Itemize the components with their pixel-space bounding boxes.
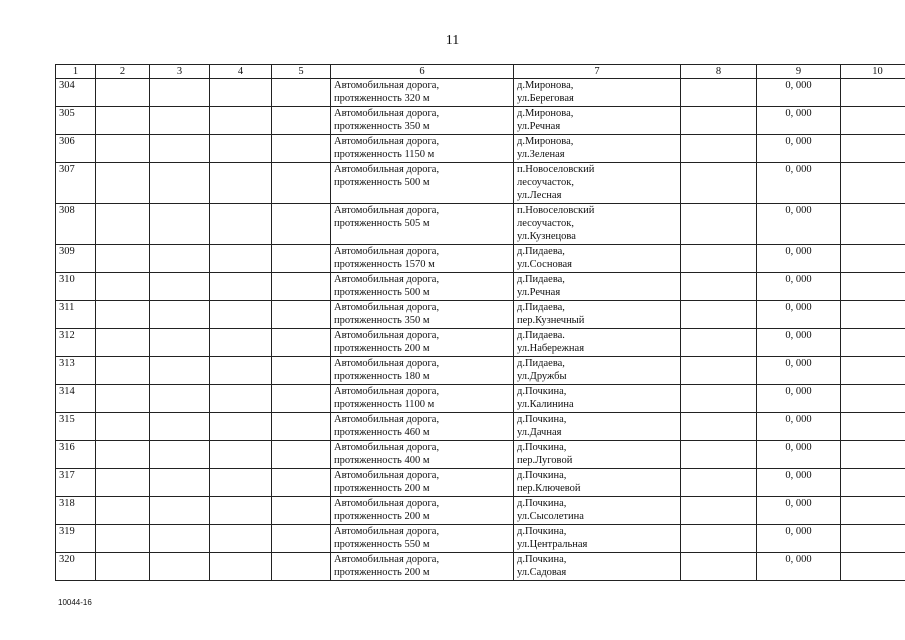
column-header: 9	[757, 65, 841, 79]
description-line: протяженность 200 м	[334, 567, 430, 578]
empty-cell	[841, 107, 905, 135]
registry-table	[55, 64, 905, 581]
road-address	[514, 273, 681, 301]
road-address	[514, 135, 681, 163]
road-description	[331, 204, 514, 245]
address-line: д.Миронова,	[517, 108, 574, 119]
road-description	[331, 413, 514, 441]
description-line: Автомобильная дорога,	[334, 386, 440, 397]
road-description	[331, 273, 514, 301]
empty-cell	[210, 79, 272, 107]
empty-cell	[210, 204, 272, 245]
description-line: протяженность 350 м	[334, 315, 430, 326]
description-line: протяженность 200 м	[334, 483, 430, 494]
address-line: ул.Речная	[517, 121, 561, 132]
address-line: д.Почкина,	[517, 498, 567, 509]
empty-cell	[150, 469, 210, 497]
empty-cell	[210, 135, 272, 163]
description-line: Автомобильная дорога,	[334, 330, 440, 341]
description-line: протяженность 350 м	[334, 121, 430, 132]
address-line: д.Пидаева,	[517, 274, 565, 285]
description-line: протяженность 320 м	[334, 93, 430, 104]
value-cell: 0, 000	[757, 163, 841, 204]
address-line: д.Пидаева,	[517, 246, 565, 257]
description-line: протяженность 400 м	[334, 455, 430, 466]
empty-cell	[150, 79, 210, 107]
address-line: д.Пидаева,	[517, 302, 565, 313]
address-line: лесоучасток,	[517, 218, 574, 229]
table-row	[56, 553, 905, 581]
value-cell: 0, 000	[757, 329, 841, 357]
address-line: ул.Дачная	[517, 427, 562, 438]
description-line: Автомобильная дорога,	[334, 246, 440, 257]
table-row	[56, 135, 905, 163]
value-cell: 0, 000	[757, 357, 841, 385]
address-line: ул.Калинина	[517, 399, 574, 410]
column-header: 3	[150, 65, 210, 79]
table-row	[56, 79, 905, 107]
road-description	[331, 329, 514, 357]
empty-cell	[272, 204, 331, 245]
row-number: 315	[56, 413, 96, 441]
empty-cell	[841, 441, 905, 469]
empty-cell	[210, 413, 272, 441]
empty-cell	[150, 163, 210, 204]
road-address	[514, 525, 681, 553]
column-header: 1	[56, 65, 96, 79]
empty-cell	[150, 357, 210, 385]
table-row	[56, 329, 905, 357]
empty-cell	[96, 357, 150, 385]
value-cell: 0, 000	[757, 413, 841, 441]
empty-cell	[96, 553, 150, 581]
road-description	[331, 357, 514, 385]
empty-cell	[96, 441, 150, 469]
road-description	[331, 441, 514, 469]
empty-cell	[96, 107, 150, 135]
empty-cell	[272, 413, 331, 441]
description-line: протяженность 180 м	[334, 371, 430, 382]
table-row	[56, 469, 905, 497]
empty-cell	[272, 107, 331, 135]
empty-cell	[150, 525, 210, 553]
empty-cell	[150, 245, 210, 273]
empty-cell	[841, 329, 905, 357]
table-row	[56, 357, 905, 385]
empty-cell	[681, 497, 757, 525]
empty-cell	[272, 135, 331, 163]
page-number: 11	[445, 33, 460, 48]
column-header: 5	[272, 65, 331, 79]
description-line: Автомобильная дорога,	[334, 526, 440, 537]
empty-cell	[150, 553, 210, 581]
table-row	[56, 245, 905, 273]
empty-cell	[681, 79, 757, 107]
empty-cell	[272, 79, 331, 107]
description-line: протяженность 200 м	[334, 511, 430, 522]
empty-cell	[272, 469, 331, 497]
column-header: 4	[210, 65, 272, 79]
row-number: 308	[56, 204, 96, 245]
empty-cell	[681, 525, 757, 553]
road-description	[331, 245, 514, 273]
row-number: 306	[56, 135, 96, 163]
empty-cell	[96, 135, 150, 163]
table-body	[56, 79, 905, 581]
road-address	[514, 385, 681, 413]
empty-cell	[210, 553, 272, 581]
empty-cell	[681, 357, 757, 385]
address-line: ул.Сосновая	[517, 259, 573, 270]
empty-cell	[681, 413, 757, 441]
description-line: Автомобильная дорога,	[334, 274, 440, 285]
header-row	[56, 65, 905, 79]
description-line: Автомобильная дорога,	[334, 554, 440, 565]
empty-cell	[272, 441, 331, 469]
address-line: д.Почкина,	[517, 442, 567, 453]
row-number: 311	[56, 301, 96, 329]
empty-cell	[96, 385, 150, 413]
empty-cell	[681, 135, 757, 163]
description-line: протяженность 1100 м	[334, 399, 435, 410]
empty-cell	[96, 413, 150, 441]
row-number: 305	[56, 107, 96, 135]
value-cell: 0, 000	[757, 525, 841, 553]
empty-cell	[96, 469, 150, 497]
description-line: Автомобильная дорога,	[334, 136, 440, 147]
empty-cell	[841, 163, 905, 204]
table-row	[56, 163, 905, 204]
empty-cell	[150, 135, 210, 163]
empty-cell	[841, 135, 905, 163]
empty-cell	[96, 204, 150, 245]
description-line: Автомобильная дорога,	[334, 470, 440, 481]
column-header: 10	[841, 65, 905, 79]
address-line: ул.Центральная	[517, 539, 588, 550]
address-line: ул.Речная	[517, 287, 561, 298]
empty-cell	[210, 441, 272, 469]
description-line: Автомобильная дорога,	[334, 498, 440, 509]
empty-cell	[210, 107, 272, 135]
address-line: п.Новоселовский	[517, 205, 595, 216]
address-line: д.Почкина,	[517, 386, 567, 397]
empty-cell	[272, 525, 331, 553]
row-number: 304	[56, 79, 96, 107]
empty-cell	[210, 385, 272, 413]
empty-cell	[841, 79, 905, 107]
address-line: ул.Кузнецова	[517, 231, 576, 242]
empty-cell	[841, 357, 905, 385]
address-line: пер.Луговой	[517, 455, 573, 466]
address-line: ул.Садовая	[517, 567, 567, 578]
road-description	[331, 469, 514, 497]
road-address	[514, 413, 681, 441]
empty-cell	[681, 441, 757, 469]
row-number: 316	[56, 441, 96, 469]
empty-cell	[210, 301, 272, 329]
address-line: п.Новоселовский	[517, 164, 595, 175]
address-line: ул.Дружбы	[517, 371, 567, 382]
value-cell: 0, 000	[757, 301, 841, 329]
value-cell: 0, 000	[757, 107, 841, 135]
row-number: 312	[56, 329, 96, 357]
description-line: Автомобильная дорога,	[334, 108, 440, 119]
empty-cell	[210, 497, 272, 525]
road-description	[331, 385, 514, 413]
description-line: протяженность 200 м	[334, 343, 430, 354]
empty-cell	[272, 329, 331, 357]
value-cell: 0, 000	[757, 469, 841, 497]
address-line: ул.Лесная	[517, 190, 562, 201]
row-number: 310	[56, 273, 96, 301]
empty-cell	[841, 553, 905, 581]
description-line: протяженность 505 м	[334, 218, 430, 229]
empty-cell	[272, 273, 331, 301]
empty-cell	[150, 329, 210, 357]
description-line: протяженность 1570 м	[334, 259, 435, 270]
road-address	[514, 79, 681, 107]
empty-cell	[96, 329, 150, 357]
empty-cell	[210, 329, 272, 357]
address-line: д.Почкина,	[517, 526, 567, 537]
table-row	[56, 441, 905, 469]
table-row	[56, 385, 905, 413]
document-code: 10044-16	[58, 598, 92, 607]
empty-cell	[681, 204, 757, 245]
empty-cell	[210, 245, 272, 273]
description-line: Автомобильная дорога,	[334, 80, 440, 91]
empty-cell	[96, 497, 150, 525]
empty-cell	[681, 329, 757, 357]
road-address	[514, 107, 681, 135]
row-number: 317	[56, 469, 96, 497]
empty-cell	[841, 204, 905, 245]
road-description	[331, 163, 514, 204]
road-description	[331, 107, 514, 135]
road-description	[331, 553, 514, 581]
empty-cell	[96, 301, 150, 329]
empty-cell	[96, 79, 150, 107]
empty-cell	[272, 245, 331, 273]
empty-cell	[210, 163, 272, 204]
empty-cell	[272, 163, 331, 204]
road-address	[514, 441, 681, 469]
address-line: д.Миронова,	[517, 80, 574, 91]
value-cell: 0, 000	[757, 79, 841, 107]
empty-cell	[96, 245, 150, 273]
empty-cell	[150, 497, 210, 525]
table-row	[56, 273, 905, 301]
description-line: Автомобильная дорога,	[334, 164, 440, 175]
empty-cell	[681, 163, 757, 204]
road-description	[331, 79, 514, 107]
empty-cell	[841, 525, 905, 553]
description-line: Автомобильная дорога,	[334, 205, 440, 216]
address-line: д.Почкина,	[517, 554, 567, 565]
value-cell: 0, 000	[757, 441, 841, 469]
value-cell: 0, 000	[757, 245, 841, 273]
column-header: 7	[514, 65, 681, 79]
description-line: протяженность 460 м	[334, 427, 430, 438]
road-address	[514, 553, 681, 581]
empty-cell	[96, 273, 150, 301]
empty-cell	[150, 204, 210, 245]
empty-cell	[150, 107, 210, 135]
row-number: 313	[56, 357, 96, 385]
description-line: Автомобильная дорога,	[334, 358, 440, 369]
empty-cell	[96, 525, 150, 553]
table-row	[56, 301, 905, 329]
table-row	[56, 525, 905, 553]
row-number: 318	[56, 497, 96, 525]
value-cell: 0, 000	[757, 497, 841, 525]
address-line: ул.Набережная	[517, 343, 585, 354]
road-description	[331, 497, 514, 525]
road-address	[514, 497, 681, 525]
road-description	[331, 301, 514, 329]
empty-cell	[681, 245, 757, 273]
table-row	[56, 107, 905, 135]
road-address	[514, 163, 681, 204]
empty-cell	[272, 385, 331, 413]
description-line: протяженность 1150 м	[334, 149, 435, 160]
address-line: д.Пидаева.	[517, 330, 565, 341]
address-line: ул.Сысолетина	[517, 511, 584, 522]
road-address	[514, 245, 681, 273]
table-row	[56, 204, 905, 245]
address-line: пер.Кузнечный	[517, 315, 585, 326]
value-cell: 0, 000	[757, 135, 841, 163]
address-line: ул.Береговая	[517, 93, 574, 104]
empty-cell	[841, 413, 905, 441]
empty-cell	[841, 273, 905, 301]
address-line: ул.Зеленая	[517, 149, 565, 160]
empty-cell	[150, 273, 210, 301]
description-line: Автомобильная дорога,	[334, 414, 440, 425]
address-line: пер.Ключевой	[517, 483, 581, 494]
empty-cell	[272, 357, 331, 385]
column-header: 8	[681, 65, 757, 79]
address-line: д.Миронова,	[517, 136, 574, 147]
road-address	[514, 357, 681, 385]
empty-cell	[210, 273, 272, 301]
empty-cell	[841, 469, 905, 497]
table-row	[56, 497, 905, 525]
row-number: 319	[56, 525, 96, 553]
empty-cell	[150, 413, 210, 441]
description-line: Автомобильная дорога,	[334, 302, 440, 313]
empty-cell	[272, 497, 331, 525]
address-line: д.Почкина,	[517, 470, 567, 481]
table-row	[56, 413, 905, 441]
description-line: Автомобильная дорога,	[334, 442, 440, 453]
empty-cell	[841, 245, 905, 273]
empty-cell	[272, 301, 331, 329]
empty-cell	[681, 385, 757, 413]
road-description	[331, 135, 514, 163]
empty-cell	[841, 385, 905, 413]
row-number: 309	[56, 245, 96, 273]
empty-cell	[210, 469, 272, 497]
empty-cell	[681, 107, 757, 135]
empty-cell	[210, 357, 272, 385]
row-number: 314	[56, 385, 96, 413]
road-address	[514, 301, 681, 329]
value-cell: 0, 000	[757, 273, 841, 301]
address-line: д.Пидаева,	[517, 358, 565, 369]
description-line: протяженность 500 м	[334, 287, 430, 298]
road-description	[331, 525, 514, 553]
empty-cell	[150, 301, 210, 329]
value-cell: 0, 000	[757, 204, 841, 245]
empty-cell	[150, 441, 210, 469]
road-address	[514, 469, 681, 497]
empty-cell	[272, 553, 331, 581]
row-number: 320	[56, 553, 96, 581]
empty-cell	[681, 469, 757, 497]
value-cell: 0, 000	[757, 553, 841, 581]
address-line: д.Почкина,	[517, 414, 567, 425]
description-line: протяженность 550 м	[334, 539, 430, 550]
empty-cell	[681, 301, 757, 329]
empty-cell	[681, 553, 757, 581]
column-header: 6	[331, 65, 514, 79]
value-cell: 0, 000	[757, 385, 841, 413]
empty-cell	[210, 525, 272, 553]
empty-cell	[96, 163, 150, 204]
description-line: протяженность 500 м	[334, 177, 430, 188]
empty-cell	[681, 273, 757, 301]
row-number: 307	[56, 163, 96, 204]
road-address	[514, 204, 681, 245]
column-header: 2	[96, 65, 150, 79]
road-address	[514, 329, 681, 357]
empty-cell	[150, 385, 210, 413]
empty-cell	[841, 301, 905, 329]
address-line: лесоучасток,	[517, 177, 574, 188]
empty-cell	[841, 497, 905, 525]
